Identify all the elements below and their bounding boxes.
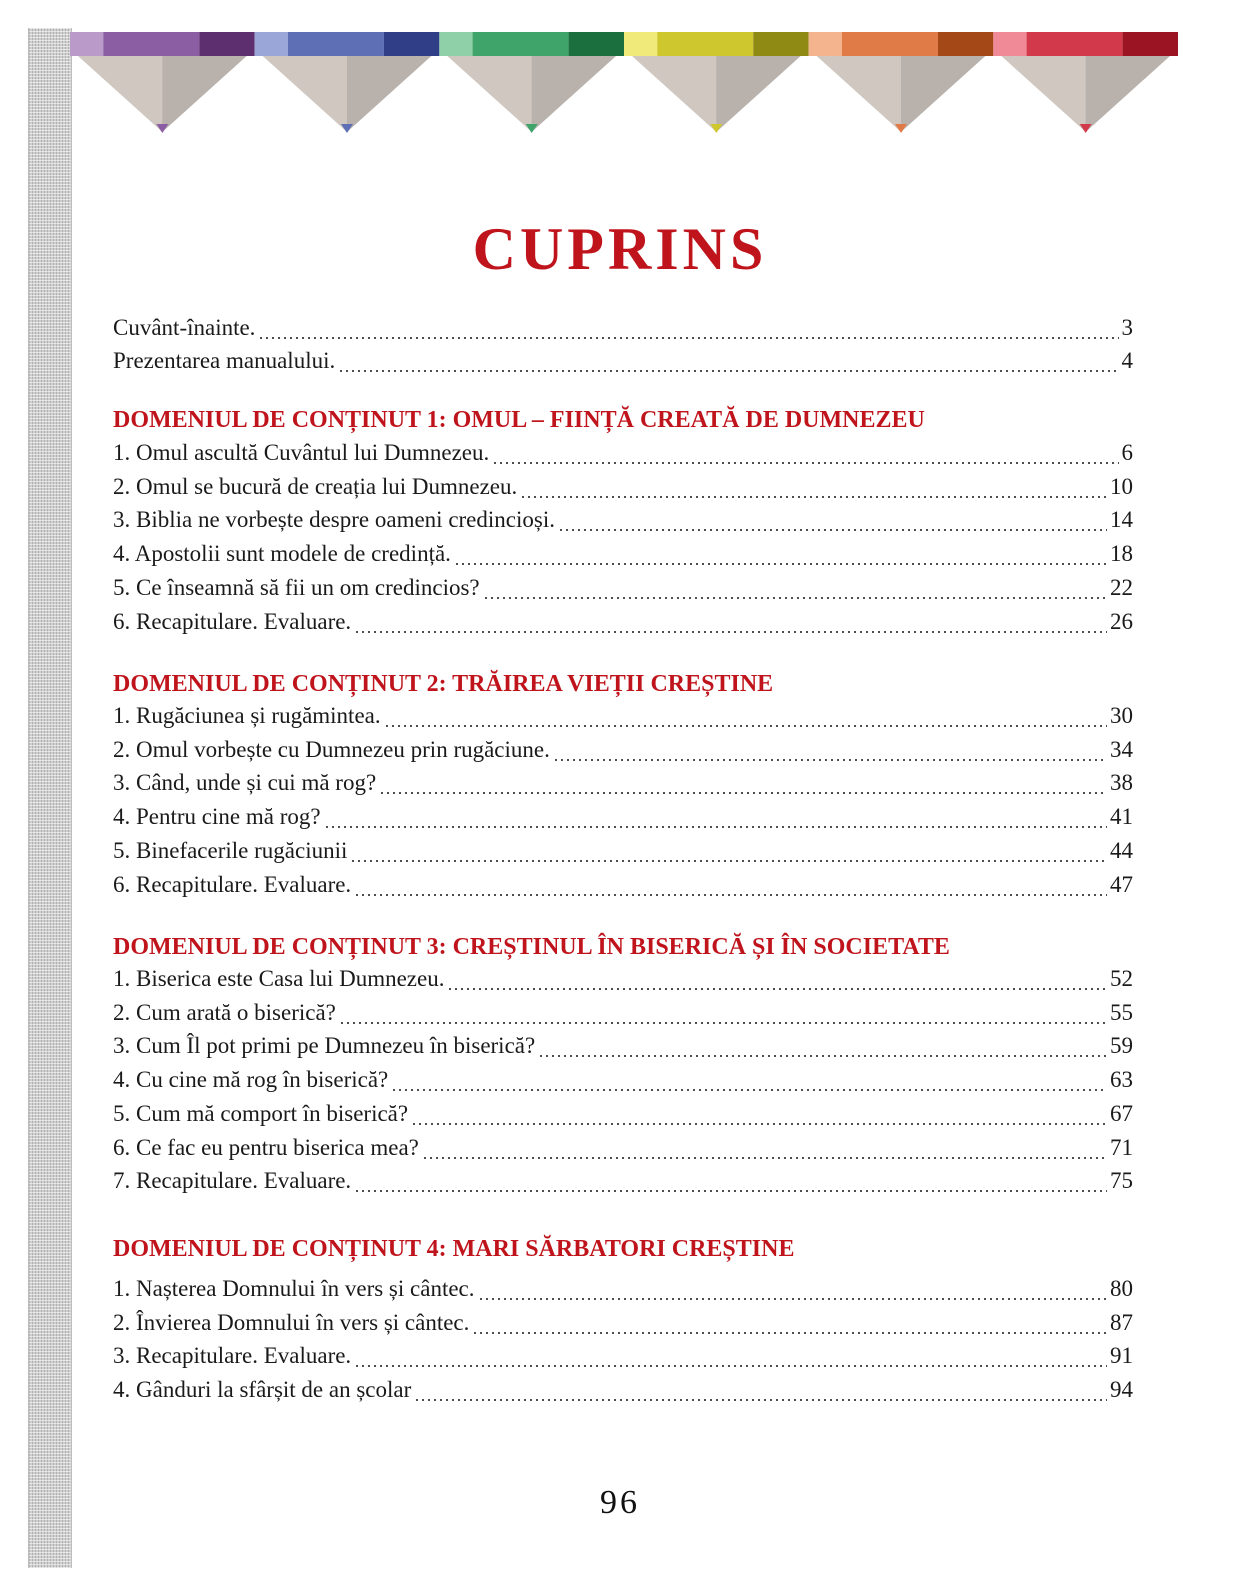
toc-entry-page: 75 (1110, 1168, 1133, 1194)
toc-entry[interactable] (113, 572, 1133, 602)
toc-entry[interactable] (113, 312, 1133, 342)
dot-leader (354, 608, 1107, 636)
toc-entry-title: Prezentarea manualului. (113, 348, 336, 373)
toc-entry[interactable] (113, 997, 1133, 1027)
dot-leader (447, 965, 1107, 993)
toc-entry[interactable] (113, 437, 1133, 467)
toc-entry-title: 7. Recapitulare. Evaluare. (113, 1168, 352, 1194)
dot-leader (384, 702, 1107, 730)
toc-entry-page: 18 (1110, 541, 1133, 567)
toc-entry-title: 1. Omul ascultă Cuvântul lui Dumnezeu. (113, 440, 490, 465)
toc-entry-title: 4. Cu cine mă rog în biserică? (113, 1067, 389, 1093)
toc-entry-title: 2. Învierea Domnului în vers și cântec. (113, 1309, 470, 1335)
toc-entry-title: 4. Pentru cine mă rog? (113, 804, 321, 830)
section-heading: DOMENIUL DE CONȚINUT 1: OMUL – FIINȚĂ CREATĂ DE DUMNEZEU (113, 407, 925, 433)
section-heading: DOMENIUL DE CONȚINUT 4: MARI SĂRBATORI CREȘTINE (113, 1236, 795, 1262)
toc-entry[interactable] (113, 869, 1133, 899)
toc-entry-title: 1. Biserica este Casa lui Dumnezeu. (113, 966, 445, 991)
toc-entry-page: 26 (1110, 608, 1133, 634)
toc-entry-title: 5. Cum mă comport în biserică? (113, 1100, 409, 1126)
toc-entry-page: 80 (1110, 1276, 1133, 1301)
dot-leader (492, 439, 1118, 467)
section-heading: DOMENIUL DE CONȚINUT 2: TRĂIREA VIEȚII CREȘTINE (113, 671, 774, 697)
dot-leader (558, 506, 1107, 534)
toc-entry[interactable] (113, 734, 1133, 764)
dot-leader (391, 1066, 1107, 1094)
toc-entry[interactable] (113, 1098, 1133, 1128)
section-heading: DOMENIUL DE CONȚINUT 3: CREȘTINUL ÎN BISERICĂ ȘI ÎN SOCIETATE (113, 934, 950, 960)
pencil-6 (993, 32, 1178, 133)
toc-entry-title: 1. Nașterea Domnului în vers și cântec. (113, 1276, 475, 1301)
toc-entry[interactable] (113, 1340, 1133, 1370)
toc-entry-page: 41 (1110, 804, 1133, 830)
toc-entry-page: 10 (1110, 473, 1133, 499)
toc-entry-page: 71 (1110, 1134, 1133, 1160)
toc-entry[interactable] (113, 538, 1133, 568)
toc-entry[interactable] (113, 1064, 1133, 1094)
dot-leader (454, 540, 1107, 568)
toc-entry[interactable] (113, 606, 1133, 636)
toc-entry[interactable] (113, 767, 1133, 797)
dot-leader (379, 769, 1107, 797)
toc-entry-page: 14 (1110, 507, 1133, 533)
toc-entry-title: 1. Rugăciunea și rugămintea. (113, 703, 381, 728)
toc-entry-page: 30 (1110, 703, 1133, 728)
dot-leader (354, 1342, 1107, 1370)
toc-entry[interactable] (113, 1132, 1133, 1162)
toc-entry[interactable] (113, 1307, 1133, 1337)
toc-entry[interactable] (113, 1374, 1133, 1404)
toc-entry-title: 2. Omul se bucură de creația lui Dumnezeu. (113, 473, 518, 499)
toc-entry[interactable] (113, 504, 1133, 534)
toc-entry[interactable] (113, 963, 1133, 993)
toc-entry-page: 38 (1110, 770, 1133, 796)
toc-entry-page: 63 (1110, 1067, 1133, 1093)
dot-leader (483, 574, 1107, 602)
toc-entry-title: 3. Recapitulare. Evaluare. (113, 1343, 352, 1369)
toc-entry[interactable] (113, 700, 1133, 730)
toc-entry-title: Cuvânt-înainte. (113, 315, 256, 340)
dot-leader (258, 314, 1118, 342)
toc-entry-page: 4 (1121, 348, 1133, 373)
dot-leader (520, 473, 1107, 501)
dot-leader (478, 1275, 1108, 1303)
toc-entry-page: 44 (1110, 837, 1133, 863)
toc-entry[interactable] (113, 801, 1133, 831)
toc-entry-page: 3 (1121, 315, 1133, 340)
toc-entry-title: 3. Biblia ne vorbește despre oameni credincioși. (113, 507, 555, 533)
toc-entry[interactable] (113, 1165, 1133, 1195)
toc-entry-page: 94 (1110, 1377, 1133, 1403)
dot-leader (338, 347, 1118, 375)
page-title: CUPRINS (472, 216, 768, 282)
toc-entry-title: 3. Cum Îl pot primi pe Dumnezeu în biserică? (113, 1033, 536, 1059)
toc-entry[interactable] (113, 1273, 1133, 1303)
toc-entry[interactable] (113, 835, 1133, 865)
dot-leader (538, 1032, 1107, 1060)
toc-entry[interactable] (113, 471, 1133, 501)
toc-entry-page: 52 (1110, 966, 1133, 991)
toc-entry-title: 6. Recapitulare. Evaluare. (113, 871, 352, 897)
dot-leader (472, 1309, 1107, 1337)
toc-entry-title: 6. Ce fac eu pentru biserica mea? (113, 1134, 419, 1160)
dot-leader (411, 1100, 1107, 1128)
toc-entry-title: 5. Binefacerile rugăciunii (113, 837, 348, 863)
pencil-5 (809, 32, 994, 133)
toc-entry-page: 59 (1110, 1033, 1133, 1059)
toc-entry-page: 91 (1110, 1343, 1133, 1369)
toc-entry[interactable] (113, 1030, 1133, 1060)
page-number: 96 (600, 1484, 640, 1521)
toc-entry-page: 67 (1110, 1100, 1133, 1126)
toc-entry-page: 87 (1110, 1309, 1133, 1335)
dot-leader (553, 736, 1107, 764)
dot-leader (324, 803, 1107, 831)
pencil-2 (255, 32, 440, 133)
dot-leader (354, 1167, 1107, 1195)
toc-entry-title: 3. Când, unde și cui mă rog? (113, 770, 377, 796)
toc-entry-title: 5. Ce înseamnă să fii un om credincios? (113, 574, 480, 600)
toc-entry-title: 4. Apostolii sunt modele de credință. (113, 541, 451, 567)
toc-entry-page: 47 (1110, 871, 1133, 897)
pencil-3 (439, 32, 624, 133)
dot-leader (354, 871, 1107, 899)
toc-entry[interactable] (113, 345, 1133, 375)
toc-entry-page: 22 (1110, 574, 1133, 600)
toc-entry-page: 55 (1110, 999, 1133, 1025)
toc-entry-title: 2. Cum arată o biserică? (113, 999, 336, 1025)
dot-leader (339, 999, 1107, 1027)
toc-entry-title: 6. Recapitulare. Evaluare. (113, 608, 352, 634)
toc-entry-title: 4. Gânduri la sfârșit de an școlar (113, 1377, 412, 1403)
dot-leader (422, 1134, 1107, 1162)
pencil-1 (70, 32, 255, 133)
pencil-4 (624, 32, 809, 133)
pencil-border (70, 28, 1178, 143)
dot-leader (414, 1376, 1107, 1404)
toc-entry-page: 6 (1121, 440, 1133, 465)
toc-entry-title: 2. Omul vorbește cu Dumnezeu prin rugăciune. (113, 736, 550, 762)
dot-leader (350, 837, 1107, 865)
toc-entry-page: 34 (1110, 736, 1133, 762)
